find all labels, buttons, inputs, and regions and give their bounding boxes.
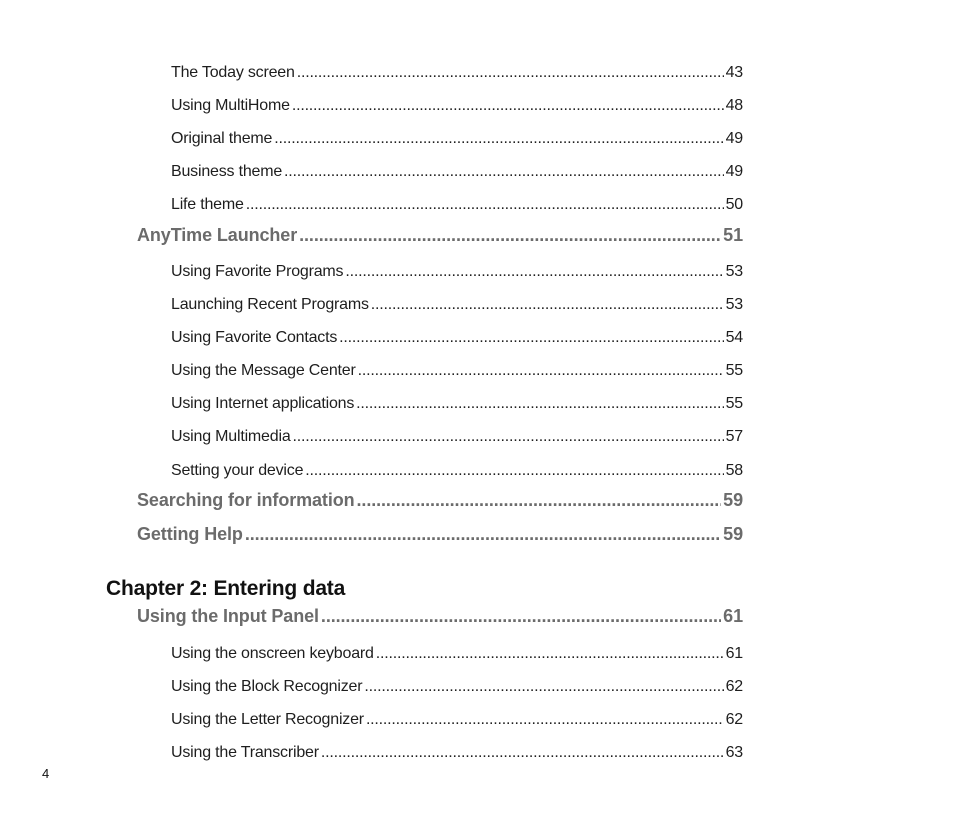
toc-entry-page: 62 bbox=[725, 711, 743, 728]
toc-entry-page: 58 bbox=[725, 462, 743, 479]
toc-entry-page: 55 bbox=[725, 395, 743, 412]
toc-entry[interactable] bbox=[171, 97, 743, 115]
toc-entry-title: Using the Message Center bbox=[171, 362, 356, 379]
toc-section[interactable] bbox=[137, 490, 743, 511]
toc-entry-title: Setting your device bbox=[171, 462, 304, 479]
toc-entry[interactable] bbox=[171, 362, 743, 380]
toc-entry[interactable] bbox=[171, 263, 743, 281]
toc-entry-title: The Today screen bbox=[171, 64, 295, 81]
toc-entry-title: Using Internet applications bbox=[171, 395, 355, 412]
toc-entry[interactable] bbox=[171, 196, 743, 214]
chapter-heading: Chapter 2: Entering data bbox=[106, 577, 346, 600]
toc-entry-title: Original theme bbox=[171, 130, 273, 147]
toc-entry[interactable] bbox=[171, 64, 743, 82]
toc-entry-title: Using the Block Recognizer bbox=[171, 678, 363, 695]
toc-section-title: Getting Help bbox=[137, 524, 243, 544]
page-number: 4 bbox=[42, 766, 50, 781]
leader-dots bbox=[284, 163, 724, 181]
toc-entry-title: Using Favorite Contacts bbox=[171, 329, 338, 346]
leader-dots bbox=[358, 362, 724, 380]
toc-entry-title: Using the onscreen keyboard bbox=[171, 645, 374, 662]
toc-section-page: 59 bbox=[723, 490, 743, 510]
toc-section-page: 59 bbox=[723, 524, 743, 544]
leader-dots bbox=[292, 97, 724, 115]
toc-entry-title: Using the Letter Recognizer bbox=[171, 711, 364, 728]
toc-section[interactable] bbox=[137, 225, 743, 246]
leader-dots bbox=[274, 130, 723, 148]
leader-dots bbox=[297, 64, 724, 82]
toc-entry-page: 54 bbox=[725, 329, 743, 346]
leader-dots bbox=[371, 296, 724, 314]
leader-dots bbox=[357, 490, 722, 511]
leader-dots bbox=[246, 196, 724, 214]
toc-entry[interactable] bbox=[171, 329, 743, 347]
toc-entry-page: 55 bbox=[725, 362, 743, 379]
toc-entry-page: 61 bbox=[725, 645, 743, 662]
leader-dots bbox=[376, 645, 724, 663]
toc-entry-title: Using Multimedia bbox=[171, 428, 291, 445]
toc-entry[interactable] bbox=[171, 711, 743, 729]
toc-entry-title: Using MultiHome bbox=[171, 97, 290, 114]
toc-section[interactable] bbox=[137, 606, 743, 627]
toc-entry-page: 50 bbox=[725, 196, 743, 213]
leader-dots bbox=[321, 744, 724, 762]
leader-dots bbox=[305, 462, 723, 480]
leader-dots bbox=[339, 329, 723, 347]
leader-dots bbox=[345, 263, 723, 281]
toc-entry[interactable] bbox=[171, 130, 743, 148]
toc-entry-page: 49 bbox=[725, 130, 743, 147]
toc-entry-title: Business theme bbox=[171, 163, 283, 180]
toc-entry-title: Using the Transcriber bbox=[171, 744, 319, 761]
toc-entry[interactable] bbox=[171, 163, 743, 181]
leader-dots bbox=[299, 225, 721, 246]
toc-entry-page: 57 bbox=[725, 428, 743, 445]
toc-section-page: 61 bbox=[723, 606, 743, 626]
leader-dots bbox=[356, 395, 723, 413]
leader-dots bbox=[245, 524, 721, 545]
leader-dots bbox=[366, 711, 724, 729]
toc-section-title: Using the Input Panel bbox=[137, 606, 319, 626]
toc-entry-page: 48 bbox=[725, 97, 743, 114]
toc-entry[interactable] bbox=[171, 296, 743, 314]
toc-entry[interactable] bbox=[171, 428, 743, 446]
toc-section[interactable] bbox=[137, 524, 743, 545]
toc-section-title: AnyTime Launcher bbox=[137, 225, 298, 245]
toc-entry[interactable] bbox=[171, 678, 743, 696]
toc-entry-page: 43 bbox=[725, 64, 743, 81]
toc-entry[interactable] bbox=[171, 744, 743, 762]
toc-entry-title: Launching Recent Programs bbox=[171, 296, 369, 313]
toc-entry-page: 53 bbox=[725, 263, 743, 280]
leader-dots bbox=[293, 428, 724, 446]
toc-entry[interactable] bbox=[171, 462, 743, 480]
toc-entry-page: 63 bbox=[725, 744, 743, 761]
toc-section-title: Searching for information bbox=[137, 490, 355, 510]
toc-entry-page: 62 bbox=[725, 678, 743, 695]
toc-entry-page: 53 bbox=[725, 296, 743, 313]
toc-entry[interactable] bbox=[171, 645, 743, 663]
toc-entry-title: Life theme bbox=[171, 196, 244, 213]
toc-entry[interactable] bbox=[171, 395, 743, 413]
leader-dots bbox=[321, 606, 721, 627]
toc-section-page: 51 bbox=[723, 225, 743, 245]
toc-entry-title: Using Favorite Programs bbox=[171, 263, 344, 280]
leader-dots bbox=[364, 678, 723, 696]
toc-entry-page: 49 bbox=[725, 163, 743, 180]
